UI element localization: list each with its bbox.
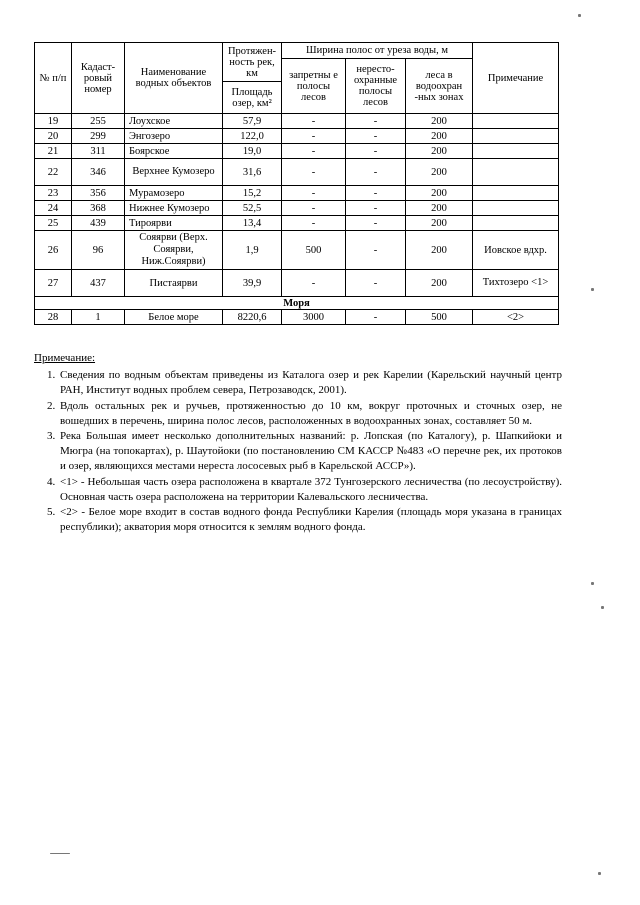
cell-num: 21 (35, 144, 72, 159)
cell-name: Белое море (125, 310, 223, 325)
section-seas: Моря (35, 297, 559, 310)
cell-forbidden: - (282, 201, 346, 216)
note-item: 2. Вдоль остальных рек и ручьев, протяженностью до 10 км, вокруг проточных и сточных озер, не вошедших в перечень, ширина полос лесов, расположенных в водоохранных зонах, составляет 50 м. (58, 399, 562, 429)
cell-note (473, 114, 559, 129)
cell-name: Пистаярви (125, 270, 223, 297)
header-spawning: нересто-охранные полосы лесов (346, 59, 406, 114)
scan-speck (591, 288, 594, 291)
cell-water-forest: 200 (406, 129, 473, 144)
cell-note: Иовское вдхр. (473, 231, 559, 270)
cell-length: 19,0 (223, 144, 282, 159)
cell-spawning: - (346, 201, 406, 216)
table-row (35, 270, 559, 297)
cell-forbidden: 500 (282, 231, 346, 270)
cell-water-forest: 200 (406, 270, 473, 297)
cell-num: 26 (35, 231, 72, 270)
cell-water-forest: 200 (406, 159, 473, 186)
cell-length: 57,9 (223, 114, 282, 129)
scan-speck (591, 582, 594, 585)
cell-num: 28 (35, 310, 72, 325)
cell-num: 20 (35, 129, 72, 144)
cell-length: 31,6 (223, 159, 282, 186)
cell-water-forest: 200 (406, 186, 473, 201)
cell-note (473, 159, 559, 186)
table-row (35, 144, 559, 159)
header-forbidden: запретны е полосы лесов (282, 59, 346, 114)
cell-note: <2> (473, 310, 559, 325)
table-row (35, 186, 559, 201)
scan-speck (601, 606, 604, 609)
header-cadastral: Кадаст-ровый номер (72, 43, 125, 114)
cell-cadastral: 346 (72, 159, 125, 186)
header-width-group: Ширина полос от уреза воды, м (282, 43, 473, 59)
cell-cadastral: 368 (72, 201, 125, 216)
cell-length: 13,4 (223, 216, 282, 231)
cell-spawning: - (346, 159, 406, 186)
header-note: Примечание (473, 43, 559, 114)
cell-cadastral: 437 (72, 270, 125, 297)
cell-water-forest: 200 (406, 201, 473, 216)
cell-name: Верхнее Кумозеро (125, 159, 223, 186)
cell-length: 8220,6 (223, 310, 282, 325)
scan-speck (50, 853, 70, 854)
cell-forbidden: - (282, 270, 346, 297)
notes-section (34, 351, 562, 535)
cell-num: 27 (35, 270, 72, 297)
cell-length: 15,2 (223, 186, 282, 201)
cell-name: Энгозеро (125, 129, 223, 144)
cell-cadastral: 299 (72, 129, 125, 144)
cell-spawning: - (346, 216, 406, 231)
table-row (35, 114, 559, 129)
cell-forbidden: - (282, 114, 346, 129)
cell-name: Боярское (125, 144, 223, 159)
table-row (35, 159, 559, 186)
table-row (35, 201, 559, 216)
cell-num: 24 (35, 201, 72, 216)
cell-forbidden: - (282, 129, 346, 144)
cell-cadastral: 1 (72, 310, 125, 325)
header-num: № п/п (35, 43, 72, 114)
cell-name: Мурамозеро (125, 186, 223, 201)
scan-speck (598, 872, 601, 875)
cell-cadastral: 356 (72, 186, 125, 201)
table-row (35, 129, 559, 144)
cell-cadastral: 255 (72, 114, 125, 129)
cell-forbidden: - (282, 216, 346, 231)
note-item: 1. Сведения по водным объектам приведены из Каталога озер и рек Карелии (Карельский научный центр РАН, Институт водных проблем севера, Петрозаводск, 2001). (58, 368, 562, 398)
cell-forbidden: - (282, 144, 346, 159)
cell-forbidden: - (282, 186, 346, 201)
cell-name: Нижнее Кумозеро (125, 201, 223, 216)
cell-num: 25 (35, 216, 72, 231)
header-water-forest: леса в водоохран -ных зонах (406, 59, 473, 114)
cell-water-forest: 200 (406, 216, 473, 231)
cell-spawning: - (346, 114, 406, 129)
cell-length: 122,0 (223, 129, 282, 144)
cell-note (473, 216, 559, 231)
cell-name: Лоухское (125, 114, 223, 129)
cell-spawning: - (346, 129, 406, 144)
cell-name: Тироярви (125, 216, 223, 231)
cell-water-forest: 200 (406, 114, 473, 129)
cell-num: 22 (35, 159, 72, 186)
header-length: Протяжен-ность рек, км (223, 43, 282, 82)
cell-forbidden: - (282, 159, 346, 186)
cell-cadastral: 311 (72, 144, 125, 159)
cell-note (473, 129, 559, 144)
cell-spawning: - (346, 270, 406, 297)
water-bodies-table (34, 42, 559, 325)
cell-num: 23 (35, 186, 72, 201)
cell-name: Сояярви (Верх. Сояярви, Ниж.Сояярви) (125, 231, 223, 270)
cell-cadastral: 439 (72, 216, 125, 231)
cell-num: 19 (35, 114, 72, 129)
notes-title: Примечание: (34, 352, 96, 364)
note-item: 3. Река Большая имеет несколько дополнительных названий: р. Лопская (по Каталогу), р. Шапкийоки и Мюгра (на топокартах), р. Шаутойоки (по постановлению СМ КАССР №483 «О перечне рек, их протоков и озер, являющихся местами нереста лососевых рыб в Карельской АССР»). (58, 429, 562, 475)
cell-note: Тихтозеро <1> (473, 270, 559, 297)
cell-water-forest: 200 (406, 231, 473, 270)
table-row (35, 310, 559, 325)
header-name: Наименование водных объектов (125, 43, 223, 114)
cell-water-forest: 200 (406, 144, 473, 159)
cell-note (473, 201, 559, 216)
cell-forbidden: 3000 (282, 310, 346, 325)
cell-spawning: - (346, 310, 406, 325)
notes-list (34, 368, 562, 535)
cell-spawning: - (346, 144, 406, 159)
cell-water-forest: 500 (406, 310, 473, 325)
table-row (35, 216, 559, 231)
cell-note (473, 186, 559, 201)
cell-length: 39,9 (223, 270, 282, 297)
scan-speck (578, 14, 581, 17)
note-item: 5. <2> - Белое море входит в состав водного фонда Республики Карелия (площадь моря указана в границах республики); акватория моря относится к землям водного фонда. (58, 505, 562, 535)
cell-spawning: - (346, 186, 406, 201)
table-row (35, 231, 559, 270)
header-area: Площадь озер, км² (223, 82, 282, 114)
cell-cadastral: 96 (72, 231, 125, 270)
cell-length: 52,5 (223, 201, 282, 216)
note-item: 4. <1> - Небольшая часть озера расположена в квартале 372 Тунгозерского лесничества (по лесоустройству). Основная часть озера расположена на территории Калевальского лесничества. (58, 475, 562, 505)
cell-length: 1,9 (223, 231, 282, 270)
cell-note (473, 144, 559, 159)
cell-spawning: - (346, 231, 406, 270)
